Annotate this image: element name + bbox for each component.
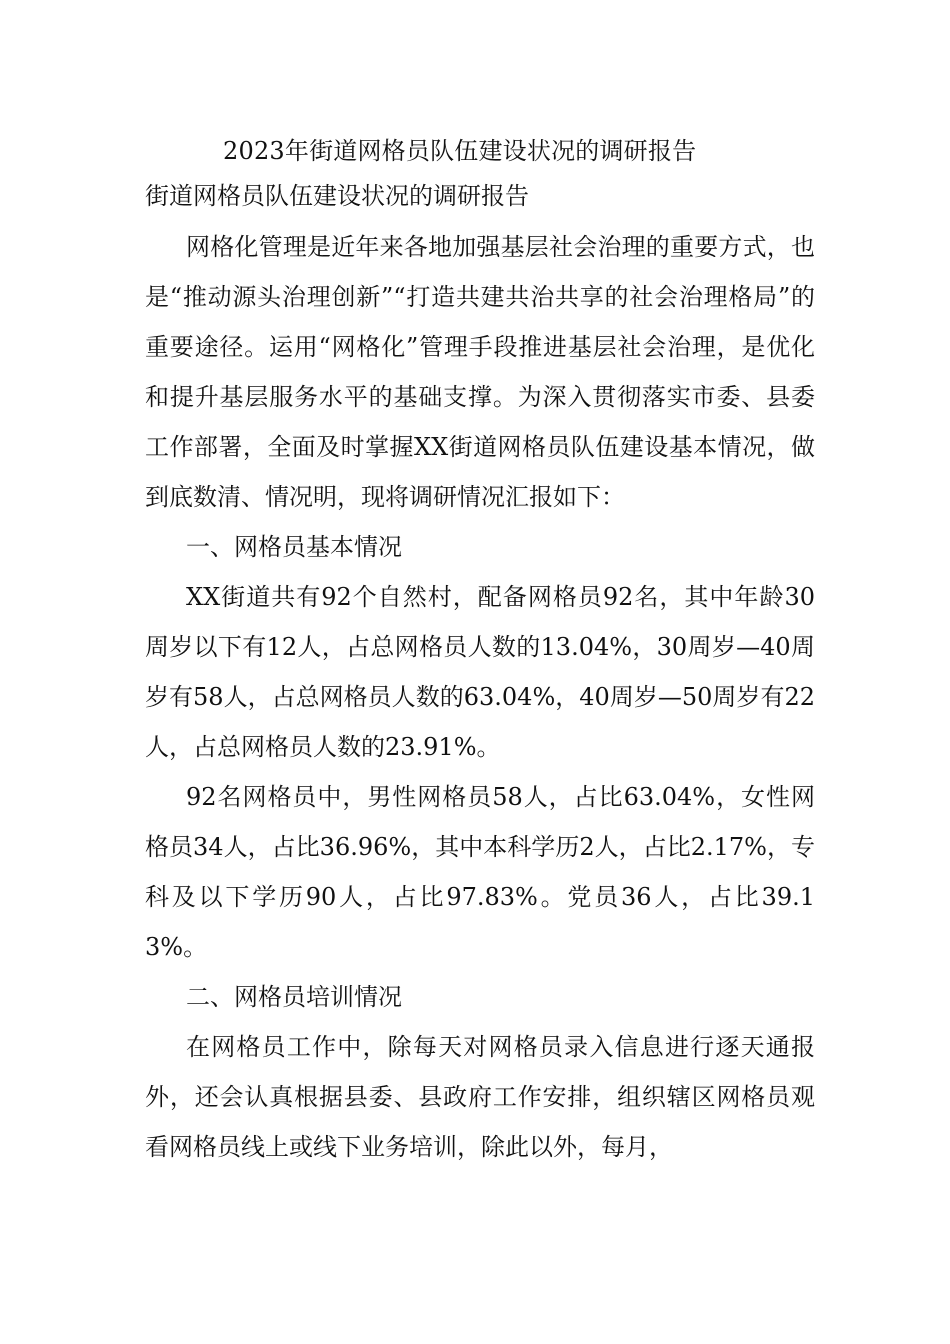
section-heading-training: 二、网格员培训情况 [186, 983, 402, 1011]
age-stats-paragraph: XX街道共有92个自然村，配备网格员92名，其中年龄30周岁以下有12人，占总网格员人数的13.04%，30周岁—40周岁有58人，占总网格员人数的63.04%，40周岁—50周岁有22人，占总网格员人数的23.91%。 [145, 583, 815, 761]
intro-paragraph: 网格化管理是近年来各地加强基层社会治理的重要方式，也是“推动源头治理创新”“打造共建共治共享的社会治理格局”的重要途径。运用“网格化”管理手段推进基层社会治理，是优化和提升基层服务水平的基础支撑。为深入贯彻落实市委、县委工作部署，全面及时掌握XX街道网格员队伍建设基本情况，做到底数清、情况明，现将调研情况汇报如下： [145, 233, 815, 511]
gender-education-paragraph: 92名网格员中，男性网格员58人，占比63.04%，女性网格员34人，占比36.96%，其中本科学历2人，占比2.17%，专科及以下学历90人，占比97.83%。党员36人，占比39.13%。 [145, 783, 815, 961]
document-body [145, 128, 815, 1172]
section-heading-basic-info: 一、网格员基本情况 [186, 533, 402, 561]
document-subtitle: 街道网格员队伍建设状况的调研报告 [145, 182, 529, 210]
document-title: 2023年街道网格员队伍建设状况的调研报告 [223, 137, 697, 165]
training-paragraph: 在网格员工作中，除每天对网格员录入信息进行逐天通报外，还会认真根据县委、县政府工作安排，组织辖区网格员观看网格员线上或线下业务培训，除此以外，每月， [145, 1033, 815, 1161]
